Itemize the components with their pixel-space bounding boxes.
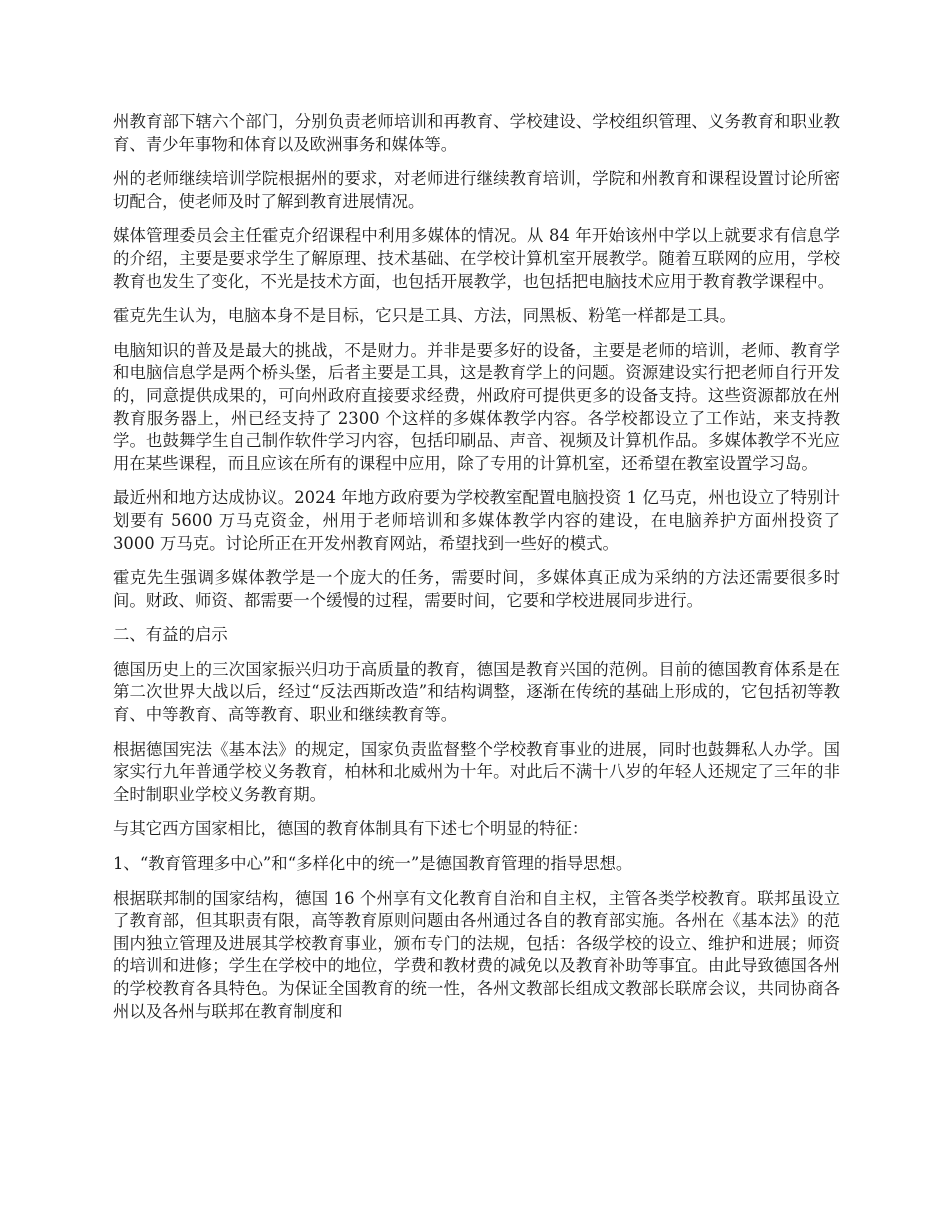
paragraph-multimedia-task: 霍克先生强调多媒体教学是一个庞大的任务，需要时间，多媒体真正成为采纳的方法还需要很多时间。财政、师资、都需要一个缓慢的过程，需要时间，它要和学校进展同步进行。 <box>113 568 840 610</box>
paragraph-seven-features: 与其它西方国家相比，德国的教育体制具有下述七个明显的特征： <box>113 819 589 839</box>
paragraph-funding-agreement: 最近州和地方达成协议。2024 年地方政府要为学校教室配置电脑投资 1 亿马克，州也设立了特别计划要有 5600 万马克资金，州用于老师培训和多媒体教学内容的建设，在电脑养护方面州投资了 3000 万马克。讨论所正在开发州教育网站，希望找到一些好的模式。 <box>113 488 840 553</box>
paragraph-basic-law: 根据德国宪法《基本法》的规定，国家负责监督整个学校教育事业的进展，同时也鼓舞私人办学。国家实行九年普通学校义务教育，柏林和北威州为十年。对此后不满十八岁的年轻人还规定了三年的非全时制职业学校义务教育期。 <box>113 739 840 804</box>
paragraph-feature-one: 1、“教育管理多中心”和“多样化中的统一”是德国教育管理的指导思想。 <box>113 854 633 874</box>
paragraph-computer-tool: 霍克先生认为，电脑本身不是目标，它只是工具、方法，同黑板、粉笔一样都是工具。 <box>113 306 736 326</box>
paragraph-multimedia-intro: 媒体管理委员会主任霍克介绍课程中利用多媒体的情况。从 84 年开始该州中学以上就要求有信息学的介绍，主要是要求学生了解原理、技术基础、在学校计算机室开展教学。随着互联网的应用，学校教育也发生了变化，不光是技术方面，也包括开展教学，也包括把电脑技术应用于教育教学课程中。 <box>113 226 840 291</box>
paragraph-german-history: 德国历史上的三次国家振兴归功于高质量的教育，德国是教育兴国的范例。目前的德国教育体系是在第二次世界大战以后，经过“反法西斯改造”和结构调整，逐渐在传统的基础上形成的，它包括初等教育、中等教育、高等教育、职业和继续教育等。 <box>113 659 840 725</box>
section-heading: 二、有益的启示 <box>113 625 228 645</box>
paragraph-departments: 州教育部下辖六个部门，分别负责老师培训和再教育、学校建设、学校组织管理、义务教育和职业教育、青少年事物和体育以及欧洲事务和媒体等。 <box>113 112 840 154</box>
paragraph-computer-knowledge: 电脑知识的普及是最大的挑战，不是财力。并非是要多好的设备，主要是老师的培训，老师、教育学和电脑信息学是两个桥头堡，后者主要是工具，这是教育学上的问题。资源建设实行把老师自行开发的，同意提供成果的，可向州政府直接要求经费，州政府可提供更多的设备支持。这些资源都放在州教育服务器上，州已经支持了 2300 个这样的多媒体教学内容。各学校都设立了工作站，来支持教学。也鼓舞学生自己制作软件学习内容，包括印刷品、声音、视频及计算机作品。多媒体教学不光应用在某些课程，而且应该在所有的课程中应用，除了专用的计算机室，还希望在教室设置学习岛。 <box>113 340 840 473</box>
paragraph-federal-structure: 根据联邦制的国家结构，德国 16 个州享有文化教育自治和自主权，主管各类学校教育。联邦虽设立了教育部，但其职责有限，高等教育原则问题由各州通过各自的教育部实施。各州在《基本法》的范围内独立管理及进展其学校教育事业，颁布专门的法规，包括：各级学校的设立、维护和进展；师资的培训和进修；学生在学校中的地位，学费和教材费的减免以及教育补助等事宜。由此导致德国各州的学校教育各具特色。为保证全国教育的统一性，各州文教部长组成文教部长联席会议，共同协商各州以及各州与联邦在教育制度和 <box>113 888 840 1021</box>
document-page <box>113 111 840 1035</box>
paragraph-teacher-training: 州的老师继续培训学院根据州的要求，对老师进行继续教育培训，学院和州教育和课程设置讨论所密切配合，使老师及时了解到教育进展情况。 <box>113 169 840 211</box>
